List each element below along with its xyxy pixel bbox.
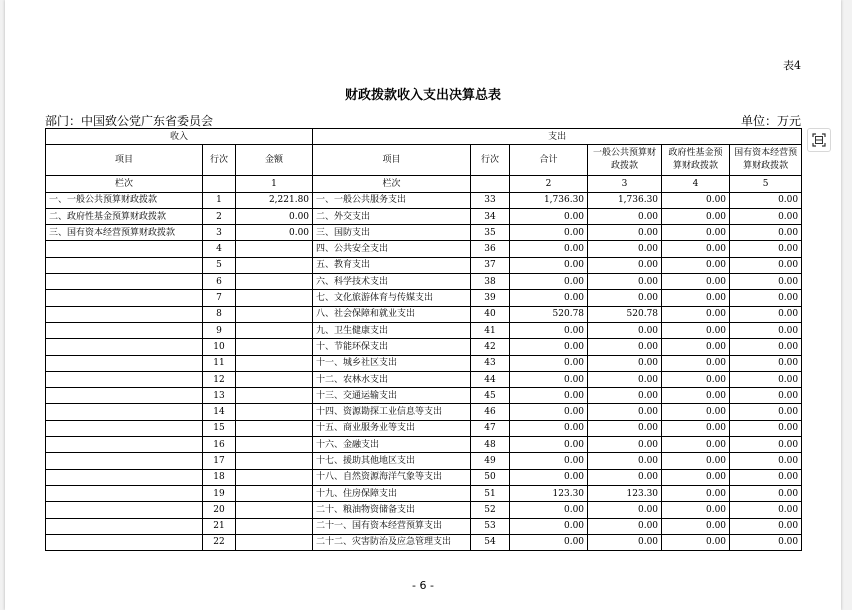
fund-budget-cell: 0.00 [662, 339, 730, 355]
income-amount-cell [236, 420, 313, 436]
expense-line-cell: 48 [471, 437, 510, 453]
income-line-cell: 8 [203, 306, 236, 322]
fund-budget-cell: 0.00 [662, 355, 730, 371]
fund-budget-cell: 0.00 [662, 420, 730, 436]
table-row [46, 420, 802, 436]
state-capital-cell: 0.00 [730, 453, 802, 469]
unit-label: 单位：万元 [740, 114, 801, 128]
general-budget-cell: 1,736.30 [588, 192, 662, 208]
income-amount-cell [236, 534, 313, 550]
income-amount-cell: 2,221.80 [236, 192, 313, 208]
general-budget-cell: 0.00 [588, 290, 662, 306]
table-number: 表4 [783, 59, 801, 72]
total-cell: 0.00 [510, 225, 588, 241]
table-row [46, 274, 802, 290]
income-amount-header: 金额 [236, 145, 313, 176]
income-line-header: 行次 [203, 145, 236, 176]
table-row [46, 518, 802, 534]
income-line-cell: 12 [203, 371, 236, 387]
fund-budget-cell: 0.00 [662, 518, 730, 534]
expense-item-cell: 十八、自然资源海洋气象等支出 [313, 469, 471, 485]
fund-budget-cell: 0.00 [662, 322, 730, 338]
table-row [46, 339, 802, 355]
income-item-header: 项目 [46, 145, 203, 176]
state-capital-cell: 0.00 [730, 208, 802, 224]
expense-item-cell: 二十二、灾害防治及应急管理支出 [313, 534, 471, 550]
income-line-cell: 15 [203, 420, 236, 436]
income-item-cell [46, 241, 203, 257]
expense-line-cell: 44 [471, 371, 510, 387]
state-capital-header: 国有资本经营预算财政拨款 [730, 145, 802, 176]
state-capital-cell: 0.00 [730, 192, 802, 208]
income-amount-cell [236, 306, 313, 322]
table-row [46, 322, 802, 338]
income-item-cell [46, 453, 203, 469]
total-cell: 0.00 [510, 241, 588, 257]
column-index-3: 3 [588, 176, 662, 192]
income-item-cell [46, 469, 203, 485]
income-amount-cell [236, 322, 313, 338]
expense-item-cell: 九、卫生健康支出 [313, 322, 471, 338]
income-line-cell: 11 [203, 355, 236, 371]
expense-column-index-label: 栏次 [313, 176, 471, 192]
expense-item-cell: 十七、援助其他地区支出 [313, 453, 471, 469]
general-budget-cell: 0.00 [588, 274, 662, 290]
page-number: - 6 - [412, 579, 434, 592]
expense-item-cell: 十四、资源勘探工业信息等支出 [313, 404, 471, 420]
table-row [46, 225, 802, 241]
expense-item-header: 项目 [313, 145, 471, 176]
income-item-cell [46, 388, 203, 404]
expense-item-cell: 十一、城乡社区支出 [313, 355, 471, 371]
general-budget-cell: 0.00 [588, 322, 662, 338]
general-budget-cell: 0.00 [588, 534, 662, 550]
expense-line-cell: 33 [471, 192, 510, 208]
income-line-cell: 21 [203, 518, 236, 534]
table-row [46, 437, 802, 453]
state-capital-cell: 0.00 [730, 225, 802, 241]
expense-item-cell: 十五、商业服务业等支出 [313, 420, 471, 436]
column-index-blank [203, 176, 236, 192]
state-capital-cell: 0.00 [730, 290, 802, 306]
table-row [46, 534, 802, 550]
income-amount-cell [236, 355, 313, 371]
table-row [46, 192, 802, 208]
total-cell: 0.00 [510, 518, 588, 534]
expense-item-cell: 七、文化旅游体育与传媒支出 [313, 290, 471, 306]
budget-table [45, 128, 802, 551]
state-capital-cell: 0.00 [730, 502, 802, 518]
table-row [46, 404, 802, 420]
income-item-cell [46, 290, 203, 306]
income-item-cell [46, 420, 203, 436]
expense-item-cell: 二十、粮油物资储备支出 [313, 502, 471, 518]
state-capital-cell: 0.00 [730, 241, 802, 257]
general-budget-cell: 0.00 [588, 208, 662, 224]
total-cell: 0.00 [510, 339, 588, 355]
general-budget-cell: 0.00 [588, 257, 662, 273]
expense-line-cell: 49 [471, 453, 510, 469]
income-item-cell [46, 518, 203, 534]
income-line-cell: 19 [203, 485, 236, 501]
income-amount-cell [236, 453, 313, 469]
state-capital-cell: 0.00 [730, 534, 802, 550]
state-capital-cell: 0.00 [730, 437, 802, 453]
income-amount-cell [236, 388, 313, 404]
income-amount-cell [236, 437, 313, 453]
income-item-cell: 一、一般公共预算财政拨款 [46, 192, 203, 208]
fund-budget-cell: 0.00 [662, 225, 730, 241]
state-capital-cell: 0.00 [730, 355, 802, 371]
expense-item-cell: 三、国防支出 [313, 225, 471, 241]
expense-item-cell: 五、教育支出 [313, 257, 471, 273]
income-line-cell: 20 [203, 502, 236, 518]
fund-budget-cell: 0.00 [662, 534, 730, 550]
income-line-cell: 18 [203, 469, 236, 485]
income-item-cell [46, 322, 203, 338]
expense-line-cell: 41 [471, 322, 510, 338]
total-cell: 0.00 [510, 355, 588, 371]
scan-icon [812, 133, 826, 147]
fund-budget-cell: 0.00 [662, 502, 730, 518]
general-budget-cell: 0.00 [588, 502, 662, 518]
income-amount-cell [236, 485, 313, 501]
expense-line-cell: 39 [471, 290, 510, 306]
income-amount-cell [236, 257, 313, 273]
fund-budget-cell: 0.00 [662, 371, 730, 387]
state-capital-cell: 0.00 [730, 420, 802, 436]
table-row [46, 502, 802, 518]
expense-item-cell: 十二、农林水支出 [313, 371, 471, 387]
income-amount-cell [236, 404, 313, 420]
income-amount-cell [236, 339, 313, 355]
expense-item-cell: 二、外交支出 [313, 208, 471, 224]
income-amount-cell [236, 518, 313, 534]
income-amount-cell [236, 469, 313, 485]
income-item-cell [46, 534, 203, 550]
state-capital-cell: 0.00 [730, 257, 802, 273]
income-line-cell: 5 [203, 257, 236, 273]
fund-budget-cell: 0.00 [662, 469, 730, 485]
document-page [5, 0, 841, 610]
income-line-cell: 22 [203, 534, 236, 550]
table-row [46, 371, 802, 387]
total-cell: 0.00 [510, 208, 588, 224]
income-line-cell: 7 [203, 290, 236, 306]
fund-budget-cell: 0.00 [662, 388, 730, 404]
income-amount-cell [236, 371, 313, 387]
income-line-cell: 2 [203, 208, 236, 224]
income-item-cell [46, 257, 203, 273]
income-item-cell [46, 371, 203, 387]
state-capital-cell: 0.00 [730, 469, 802, 485]
state-capital-cell: 0.00 [730, 274, 802, 290]
income-header: 收入 [46, 129, 313, 145]
income-line-cell: 17 [203, 453, 236, 469]
fund-budget-cell: 0.00 [662, 241, 730, 257]
expense-line-cell: 40 [471, 306, 510, 322]
general-budget-cell: 520.78 [588, 306, 662, 322]
table-row [46, 453, 802, 469]
fund-budget-cell: 0.00 [662, 404, 730, 420]
header-row-2 [46, 145, 802, 176]
header-row-1 [46, 129, 802, 145]
page-title: 财政拨款收入支出决算总表 [344, 88, 501, 103]
total-cell: 0.00 [510, 274, 588, 290]
expense-line-cell: 38 [471, 274, 510, 290]
expense-line-cell: 43 [471, 355, 510, 371]
general-budget-cell: 0.00 [588, 437, 662, 453]
income-line-cell: 6 [203, 274, 236, 290]
general-budget-cell: 0.00 [588, 241, 662, 257]
income-line-cell: 9 [203, 322, 236, 338]
expense-line-header: 行次 [471, 145, 510, 176]
table-row [46, 241, 802, 257]
expense-line-cell: 50 [471, 469, 510, 485]
state-capital-cell: 0.00 [730, 485, 802, 501]
general-budget-header: 一般公共预算财政拨款 [588, 145, 662, 176]
table-row [46, 290, 802, 306]
general-budget-cell: 123.30 [588, 485, 662, 501]
total-cell: 520.78 [510, 306, 588, 322]
income-amount-cell [236, 274, 313, 290]
general-budget-cell: 0.00 [588, 469, 662, 485]
expense-column-index-blank [471, 176, 510, 192]
state-capital-cell: 0.00 [730, 518, 802, 534]
income-item-cell: 二、政府性基金预算财政拨款 [46, 208, 203, 224]
expense-line-cell: 52 [471, 502, 510, 518]
income-line-cell: 3 [203, 225, 236, 241]
expense-line-cell: 46 [471, 404, 510, 420]
total-cell: 0.00 [510, 534, 588, 550]
income-item-cell [46, 485, 203, 501]
column-index-row [46, 176, 802, 192]
expense-line-cell: 35 [471, 225, 510, 241]
fund-budget-cell: 0.00 [662, 437, 730, 453]
general-budget-cell: 0.00 [588, 355, 662, 371]
total-cell: 0.00 [510, 502, 588, 518]
fund-budget-cell: 0.00 [662, 485, 730, 501]
income-amount-cell: 0.00 [236, 208, 313, 224]
expense-line-cell: 54 [471, 534, 510, 550]
expense-item-cell: 十九、住房保障支出 [313, 485, 471, 501]
general-budget-cell: 0.00 [588, 225, 662, 241]
column-index-2: 2 [510, 176, 588, 192]
column-index-4: 4 [662, 176, 730, 192]
total-cell: 0.00 [510, 322, 588, 338]
general-budget-cell: 0.00 [588, 388, 662, 404]
total-header: 合计 [510, 145, 588, 176]
total-cell: 0.00 [510, 469, 588, 485]
expense-line-cell: 51 [471, 485, 510, 501]
income-item-cell [46, 306, 203, 322]
expense-item-cell: 十六、金融支出 [313, 437, 471, 453]
total-cell: 0.00 [510, 404, 588, 420]
income-item-cell [46, 355, 203, 371]
table-row [46, 388, 802, 404]
fund-budget-cell: 0.00 [662, 453, 730, 469]
income-line-cell: 14 [203, 404, 236, 420]
state-capital-cell: 0.00 [730, 371, 802, 387]
fund-budget-cell: 0.00 [662, 208, 730, 224]
total-cell: 0.00 [510, 257, 588, 273]
table-row [46, 208, 802, 224]
general-budget-cell: 0.00 [588, 453, 662, 469]
fund-budget-cell: 0.00 [662, 257, 730, 273]
state-capital-cell: 0.00 [730, 306, 802, 322]
expense-item-cell: 四、公共安全支出 [313, 241, 471, 257]
general-budget-cell: 0.00 [588, 404, 662, 420]
expense-item-cell: 十三、交通运输支出 [313, 388, 471, 404]
total-cell: 0.00 [510, 453, 588, 469]
fund-budget-cell: 0.00 [662, 274, 730, 290]
income-item-cell: 三、国有资本经营预算财政拨款 [46, 225, 203, 241]
income-item-cell [46, 502, 203, 518]
expense-line-cell: 36 [471, 241, 510, 257]
income-item-cell [46, 339, 203, 355]
table-row [46, 257, 802, 273]
income-line-cell: 10 [203, 339, 236, 355]
total-cell: 1,736.30 [510, 192, 588, 208]
total-cell: 0.00 [510, 290, 588, 306]
total-cell: 123.30 [510, 485, 588, 501]
income-line-cell: 13 [203, 388, 236, 404]
state-capital-cell: 0.00 [730, 388, 802, 404]
expense-header: 支出 [313, 129, 802, 145]
scan-button[interactable] [807, 128, 831, 152]
income-line-cell: 1 [203, 192, 236, 208]
table-row [46, 469, 802, 485]
expense-item-cell: 二十一、国有资本经营预算支出 [313, 518, 471, 534]
state-capital-cell: 0.00 [730, 404, 802, 420]
income-item-cell [46, 274, 203, 290]
fund-budget-cell: 0.00 [662, 290, 730, 306]
expense-line-cell: 42 [471, 339, 510, 355]
column-index-5: 5 [730, 176, 802, 192]
column-index-label: 栏次 [46, 176, 203, 192]
state-capital-cell: 0.00 [730, 339, 802, 355]
column-index-1: 1 [236, 176, 313, 192]
expense-line-cell: 53 [471, 518, 510, 534]
fund-budget-cell: 0.00 [662, 192, 730, 208]
table-row [46, 355, 802, 371]
expense-item-cell: 十、节能环保支出 [313, 339, 471, 355]
department-label: 部门：中国致公党广东省委员会 [45, 114, 214, 128]
expense-line-cell: 37 [471, 257, 510, 273]
table-row [46, 485, 802, 501]
fund-budget-cell: 0.00 [662, 306, 730, 322]
general-budget-cell: 0.00 [588, 339, 662, 355]
expense-line-cell: 47 [471, 420, 510, 436]
total-cell: 0.00 [510, 388, 588, 404]
income-line-cell: 16 [203, 437, 236, 453]
income-line-cell: 4 [203, 241, 236, 257]
expense-item-cell: 六、科学技术支出 [313, 274, 471, 290]
expense-line-cell: 45 [471, 388, 510, 404]
income-amount-cell [236, 502, 313, 518]
income-item-cell [46, 404, 203, 420]
expense-item-cell: 八、社会保障和就业支出 [313, 306, 471, 322]
table-row [46, 306, 802, 322]
general-budget-cell: 0.00 [588, 420, 662, 436]
general-budget-cell: 0.00 [588, 518, 662, 534]
state-capital-cell: 0.00 [730, 322, 802, 338]
income-amount-cell: 0.00 [236, 225, 313, 241]
expense-line-cell: 34 [471, 208, 510, 224]
expense-item-cell: 一、一般公共服务支出 [313, 192, 471, 208]
fund-budget-header: 政府性基金预算财政拨款 [662, 145, 730, 176]
income-amount-cell [236, 290, 313, 306]
total-cell: 0.00 [510, 437, 588, 453]
total-cell: 0.00 [510, 371, 588, 387]
income-amount-cell [236, 241, 313, 257]
general-budget-cell: 0.00 [588, 371, 662, 387]
total-cell: 0.00 [510, 420, 588, 436]
income-item-cell [46, 437, 203, 453]
